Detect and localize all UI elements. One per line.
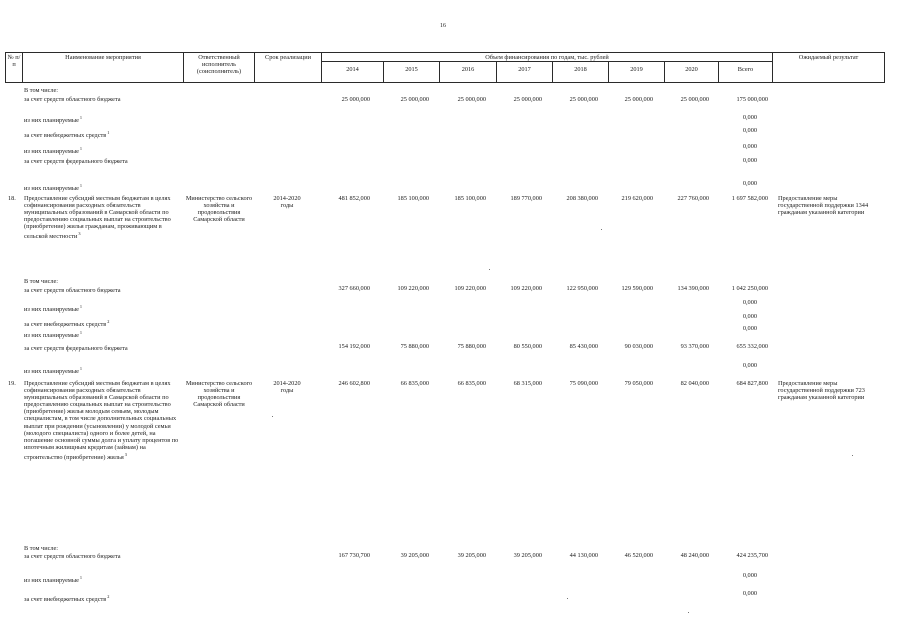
scan-speck (567, 598, 568, 599)
scan-speck (688, 612, 689, 613)
header-period: Срок реализации (265, 54, 311, 61)
item18-2018: 208 380,000 (566, 195, 598, 202)
item18-planned2-total: 0,000 (742, 325, 757, 332)
block1-regional-2020: 25 000,000 (680, 96, 709, 103)
item18-extra-label: за счет внебюджетных средств$^2$ (24, 319, 110, 328)
item18-executor: Министерство сельского хозяйства и продовольствия Самарской области (185, 195, 253, 224)
header-result: Ожидаемый результат (798, 54, 859, 61)
item19-executor: Министерство сельского хозяйства и продовольствия Самарской области (185, 380, 253, 409)
item18-federal-2014: 154 192,000 (338, 343, 370, 350)
scan-speck (601, 229, 602, 230)
header-volume: Объем финансирования по годам, тыс. рублей (485, 54, 609, 61)
header-year-2016: 2016 (461, 66, 475, 73)
item19-2014: 246 602,800 (338, 380, 370, 387)
item18-federal-2016: 75 880,000 (457, 343, 486, 350)
item19-regional-2015: 39 205,000 (400, 552, 429, 559)
item18-planned1-total: 0,000 (742, 299, 757, 306)
col-divider-name (183, 52, 184, 83)
item18-number: 18. (8, 195, 16, 202)
item18-regional-2016: 109 220,000 (454, 285, 486, 292)
item18-planned3-total: 0,000 (742, 362, 757, 369)
item18-2019: 219 620,000 (621, 195, 653, 202)
block1-planned2-total: 0,000 (742, 143, 757, 150)
page-number: 16 (440, 23, 446, 29)
item18-2016: 185 100,000 (454, 195, 486, 202)
item18-extra-total: 0,000 (742, 313, 757, 320)
block1-regional-2019: 25 000,000 (624, 96, 653, 103)
item18-federal-label: за счет средств федерального бюджета (24, 345, 128, 352)
item19-2017: 68 315,000 (513, 380, 542, 387)
item19-total: 684 827,800 (736, 380, 768, 387)
item19-regional-2018: 44 130,000 (569, 552, 598, 559)
item18-period: 2014-2020 годы (273, 195, 301, 210)
item18-federal-2015: 75 880,000 (400, 343, 429, 350)
item19-number: 19. (8, 380, 16, 387)
header-year-2018: 2018 (574, 66, 587, 73)
table-top-border (5, 52, 885, 53)
item18-incl-label: В том числе: (24, 278, 59, 285)
block1-regional-2018: 25 000,000 (569, 96, 598, 103)
header-year-2017: 2017 (518, 66, 531, 73)
item19-2015: 66 835,000 (400, 380, 429, 387)
item19-regional-2020: 48 240,000 (680, 552, 709, 559)
item19-regional-2019: 46 520,000 (624, 552, 653, 559)
block1-regional-total: 175 000,000 (736, 96, 768, 103)
block1-extra-total: 0,000 (742, 127, 757, 134)
header-year-2014: 2014 (346, 66, 359, 73)
item18-federal-2017: 80 550,000 (513, 343, 542, 350)
item18-2020: 227 760,000 (677, 195, 709, 202)
header-num: № п/п (7, 54, 21, 69)
item19-extra-label: за счет внебюджетных средств$^2$ (24, 594, 110, 603)
item19-2019: 79 050,000 (624, 380, 653, 387)
block1-planned3-label: из них планируемые$^1$ (24, 183, 83, 192)
item19-period: 2014-2020 годы (273, 380, 301, 395)
item19-regional-total: 424 235,700 (736, 552, 768, 559)
header-year-2015: 2015 (405, 66, 418, 73)
item18-planned1-label: из них планируемые$^1$ (24, 304, 83, 313)
item18-regional-2017: 109 220,000 (510, 285, 542, 292)
scan-speck (852, 455, 853, 456)
block1-planned3-total: 0,000 (742, 180, 757, 187)
item18-regional-2018: 122 950,000 (566, 285, 598, 292)
item18-name: Предоставление субсидий местным бюджетам в целях софинансирования расходных обязательств муниципальных образований в Самарской области по предоставлению социальных выплат на строительство (приобретение) жилья гражданам, проживающим в сельской местности$^3$ (24, 195, 171, 241)
item19-regional-2014: 167 730,700 (338, 552, 370, 559)
block1-federal-label: за счет средств федерального бюджета (24, 158, 128, 165)
item19-2016: 66 835,000 (457, 380, 486, 387)
header-executor: Ответственный исполнитель (соисполнитель) (196, 54, 242, 76)
item18-planned2-label: из них планируемые$^1$ (24, 330, 83, 339)
item19-incl-label: В том числе: (24, 545, 59, 552)
item18-planned3-label: из них планируемые$^1$ (24, 366, 83, 375)
block1-federal-total: 0,000 (742, 157, 757, 164)
item18-regional-total: 1 042 250,000 (731, 285, 768, 292)
header-year-2020: 2020 (685, 66, 698, 73)
item18-2015: 185 100,000 (397, 195, 429, 202)
item19-result: Предоставление меры государственной поддержки 723 гражданам указанной категории (778, 380, 865, 402)
item19-name: Предоставление субсидий местным бюджетам в целях софинансирования расходных обязательств муниципальных образований в Самарской области по предоставлению социальных выплат на строительство (приобретение) жилья молодым семьям, молодым специалистам, в том числе дополнительных социальных выплат при рождении (усыновлении) у молодой семьи (молодого специалиста) одного и более детей, на погашение основной суммы долга и уплату процентов по ипотечным жилищным кредитам (займам) на строительство (приобретение) жилья$^3$ (24, 380, 179, 461)
item18-regional-2014: 327 660,000 (338, 285, 370, 292)
item18-result: Предоставление меры государственной поддержки 1344 гражданам указанной категории (778, 195, 869, 217)
item19-extra-total: 0,000 (742, 590, 757, 597)
scan-speck (272, 416, 273, 417)
item19-regional-2017: 39 205,000 (513, 552, 542, 559)
block1-regional-2014: 25 000,000 (341, 96, 370, 103)
item19-planned1-total: 0,000 (742, 572, 757, 579)
header-name: Наименование мероприятия (65, 54, 141, 61)
item18-regional-2019: 129 590,000 (621, 285, 653, 292)
scan-speck (489, 269, 490, 270)
header-bottom-border (5, 82, 885, 83)
item19-regional-2016: 39 205,000 (457, 552, 486, 559)
block1-regional-2015: 25 000,000 (400, 96, 429, 103)
block1-planned1-total: 0,000 (742, 114, 757, 121)
header-year-2019: 2019 (630, 66, 643, 73)
item18-total: 1 697 582,000 (731, 195, 768, 202)
item19-regional-label: за счет средств областного бюджета (24, 553, 121, 560)
item18-2017: 189 770,000 (510, 195, 542, 202)
item18-federal-2019: 90 030,000 (624, 343, 653, 350)
block1-planned1-label: из них планируемые$^1$ (24, 115, 83, 124)
header-total: Всего (737, 66, 754, 73)
block1-regional-2016: 25 000,000 (457, 96, 486, 103)
block1-regional-2017: 25 000,000 (513, 96, 542, 103)
item18-regional-2020: 134 390,000 (677, 285, 709, 292)
item19-2020: 82 040,000 (680, 380, 709, 387)
item19-2018: 75 090,000 (569, 380, 598, 387)
block1-regional-label: за счет средств областного бюджета (24, 96, 121, 103)
block1-incl-label: В том числе: (24, 87, 59, 94)
item18-federal-2020: 93 370,000 (680, 343, 709, 350)
item18-federal-2018: 85 430,000 (569, 343, 598, 350)
item19-planned1-label: из них планируемые$^1$ (24, 575, 83, 584)
table-right-border (884, 52, 885, 83)
block1-extra-label: за счет внебюджетных средств$^1$ (24, 130, 110, 139)
item18-regional-2015: 109 220,000 (397, 285, 429, 292)
item18-regional-label: за счет средств областного бюджета (24, 287, 121, 294)
item18-2014: 481 852,000 (338, 195, 370, 202)
item18-federal-total: 655 332,000 (736, 343, 768, 350)
year-header-divider (321, 61, 772, 62)
block1-planned2-label: из них планируемые$^1$ (24, 146, 83, 155)
